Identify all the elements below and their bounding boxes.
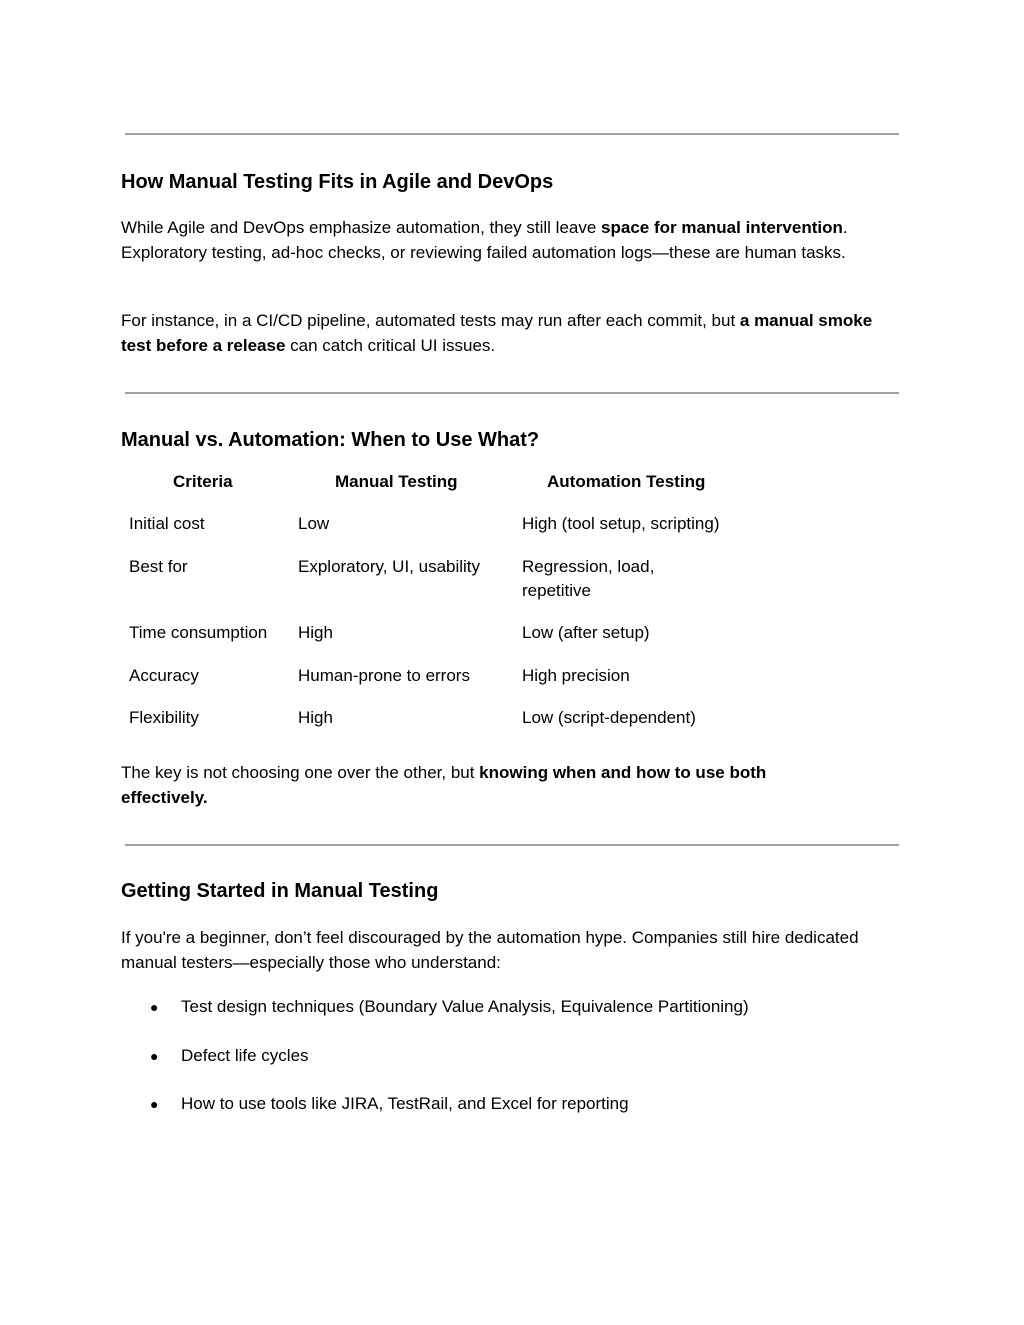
- paragraph-comparison-note: [121, 761, 841, 810]
- paragraph-text: If you're a beginner, don’t feel discouraged by the automation hype. Companies still hire dedicated manual testers—especially those who understand:: [121, 928, 859, 972]
- table-cell: High (tool setup, scripting): [522, 514, 720, 533]
- paragraph-text: While Agile and DevOps emphasize automation, they still leave: [121, 218, 602, 237]
- table-cell: Initial cost: [129, 514, 205, 533]
- table-cell: Time consumption: [129, 623, 268, 642]
- table-cell: High: [298, 623, 333, 642]
- list-item-text: Defect life cycles: [181, 1046, 309, 1065]
- list-item-text: Test design techniques (Boundary Value Analysis, Equivalence Partitioning): [181, 997, 749, 1016]
- table-cell: Flexibility: [129, 708, 199, 727]
- section-heading-comparison: Manual vs. Automation: When to Use What?: [121, 429, 540, 451]
- section-divider: [125, 392, 899, 394]
- paragraph-text: For instance, in a CI/CD pipeline, automated tests may run after each commit, but: [121, 311, 740, 330]
- paragraph-agile-2: [121, 309, 901, 358]
- section-heading-getting-started: Getting Started in Manual Testing: [121, 880, 439, 902]
- table-cell: Human-prone to errors: [298, 666, 470, 685]
- table-cell: Accuracy: [129, 666, 199, 685]
- paragraph-text: . Exploratory testing, ad-hoc checks, or reviewing failed automation logs—these are human tasks.: [121, 218, 848, 262]
- table-cell: High: [298, 708, 333, 727]
- table-cell: Best for: [129, 557, 188, 576]
- paragraph-emphasis: space for manual intervention: [601, 218, 843, 237]
- table-header-manual: Manual Testing: [335, 472, 458, 491]
- paragraph-text: can catch critical UI issues.: [285, 335, 496, 355]
- table-cell: Low (script-dependent): [522, 708, 696, 727]
- paragraph-emphasis: a manual smoke test before a release: [121, 311, 873, 355]
- table-cell: Regression, load,: [522, 557, 655, 576]
- list-item-text: How to use tools like JIRA, TestRail, and Excel for reporting: [181, 1094, 629, 1113]
- bullet-icon: ●: [150, 999, 159, 1015]
- table-cell-continuation: repetitive: [522, 581, 591, 600]
- table-header-automation: Automation Testing: [547, 472, 706, 491]
- section-divider: [125, 844, 899, 846]
- bullet-icon: ●: [150, 1096, 159, 1112]
- table-cell: Exploratory, UI, usability: [298, 557, 481, 576]
- table-cell: High precision: [522, 666, 630, 685]
- section-heading-agile: How Manual Testing Fits in Agile and DevOps: [121, 171, 554, 193]
- paragraph-emphasis: knowing when and how to use both effectively.: [121, 763, 767, 807]
- bullet-icon: ●: [150, 1048, 159, 1064]
- table-cell: Low: [298, 514, 330, 533]
- section-divider: [125, 133, 899, 135]
- paragraph-text: The key is not choosing one over the other, but: [121, 763, 480, 782]
- paragraph-agile-1: [121, 216, 901, 265]
- table-header-criteria: Criteria: [173, 472, 233, 491]
- table-cell: Low (after setup): [522, 623, 650, 642]
- paragraph-getting-started-intro: [121, 926, 861, 975]
